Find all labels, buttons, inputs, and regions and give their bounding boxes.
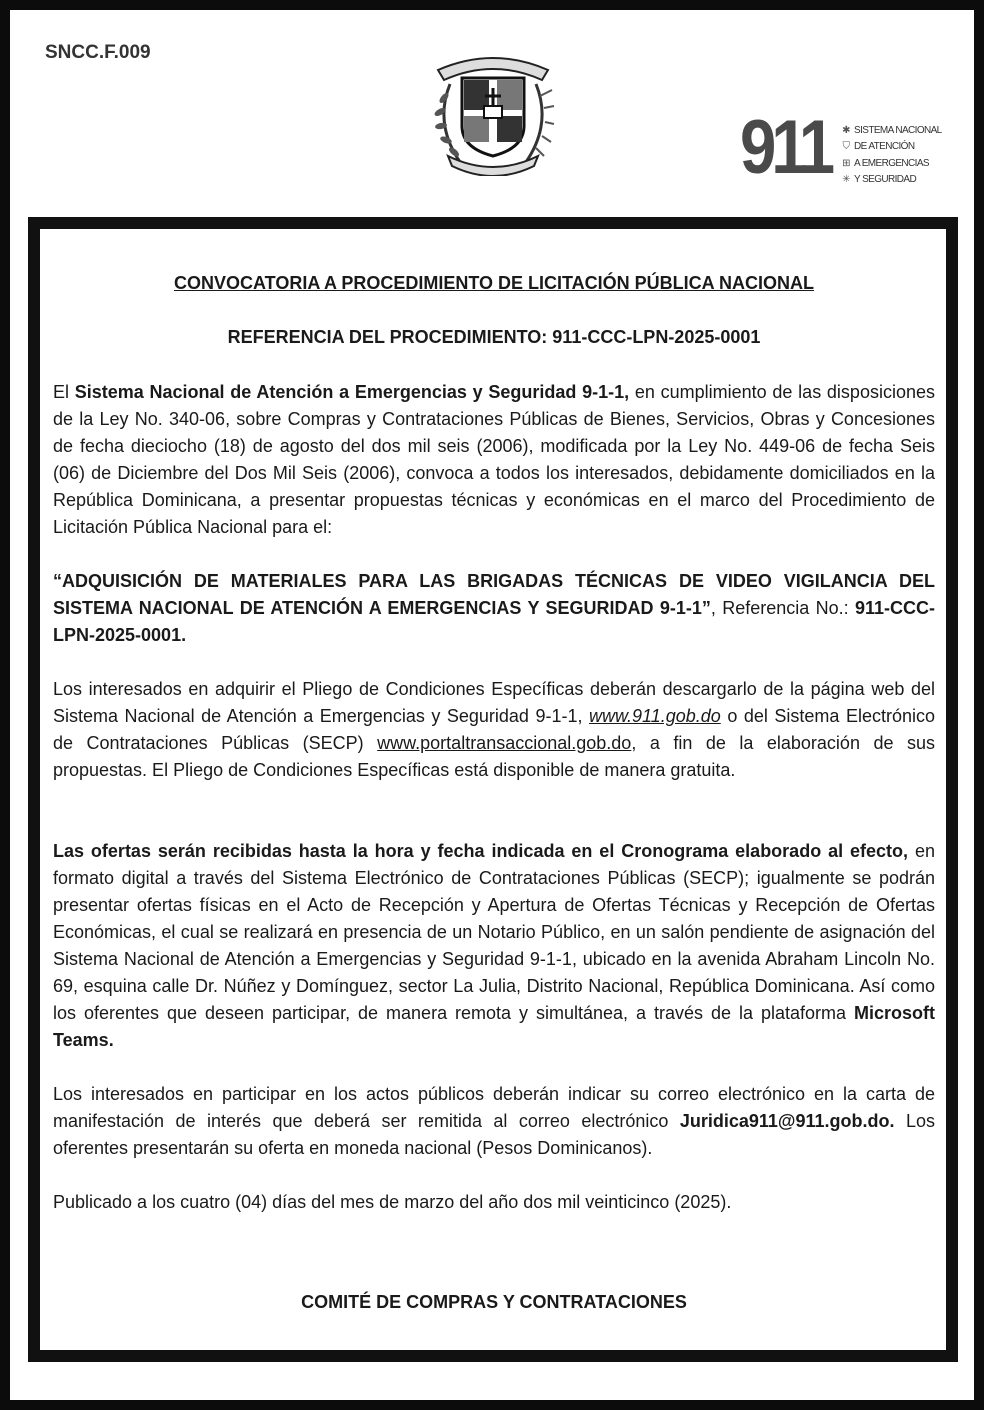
logo-line — [840, 172, 950, 189]
logo-line-text: Y SEGURIDAD — [854, 174, 917, 186]
star-of-life-icon: ✳ — [842, 174, 850, 186]
logo-line — [840, 139, 950, 156]
entity-name: Sistema Nacional de Atención a Emergencias y Seguridad 9-1-1, — [74, 382, 630, 402]
link-portal[interactable]: www.portaltransaccional.gob.do — [377, 733, 632, 753]
logo-line — [840, 155, 950, 172]
download-text-1: Los interesados en adquirir el Pliego de Condiciones Específicas deberán descargarlo de la página web del Sistema Nacional de Atención a Emergencias y Seguridad 9-1-1, — [53, 679, 935, 726]
download-text-3: , a fin de la elaboración de sus propuestas. El Pliego de Condiciones Específicas está disponible de manera gratuita. — [53, 733, 935, 780]
logo-line-text: DE ATENCIÓN — [854, 141, 915, 153]
contact-email[interactable]: Juridica911@911.gob.do. — [679, 1111, 895, 1131]
form-code: SNCC.F.009 — [45, 42, 151, 63]
paragraph-email — [53, 1081, 935, 1162]
intro-lead: El — [53, 382, 75, 402]
shield-icon: ⛉ — [842, 141, 850, 153]
signature: COMITÉ DE COMPRAS Y CONTRATACIONES — [301, 1292, 687, 1312]
procedure-reference: REFERENCIA DEL PROCEDIMIENTO: 911-CCC-LPN-2025-0001 — [227, 327, 761, 347]
paragraph-published: Publicado a los cuatro (04) días del mes de marzo del año dos mil veinticinco (2025). — [53, 1192, 732, 1212]
reference-value: 911-CCC-LPN-2025-0001. — [53, 598, 936, 645]
paragraph-intro — [53, 379, 935, 541]
logo-digits: 911 — [740, 105, 830, 190]
email-text-1: Los interesados en participar en los actos públicos deberán indicar su correo electrónico en la carta de manifestación de interés que deberá ser remitida al correo electrónico — [53, 1084, 935, 1131]
paragraph-offers — [53, 838, 935, 1054]
offers-rest: en formato digital a través del Sistema Electrónico de Contrataciones Públicas (SECP); igualmente se podrán presentar ofertas físicas en el Acto de Recepción y Apertura de Ofertas Técnicas y Recepción de Ofertas Económicas, el cual se realizará en presencia de un Notario Público, en un salón pendiente de asignación del Sistema Nacional de Atención a Emergencias y Seguridad 9-1-1, ubicado en la avenida Abraham Lincoln No. 69, esquina calle Dr. Núñez y Domínguez, sector La Julia, Distrito Nacional, República Dominicana. Así como los oferentes que deseen participar, de manera remota y simultánea, a través de la plataforma — [53, 841, 936, 1023]
link-911[interactable]: www.911.gob.do — [589, 706, 721, 726]
logo-line — [840, 122, 950, 139]
paragraph-download — [53, 676, 935, 784]
reference-label: , Referencia No.: — [710, 598, 855, 618]
email-text-2: Los oferentes presentarán su oferta en moneda nacional (Pesos Dominicanos). — [53, 1111, 935, 1158]
download-text-2: o del Sistema Electrónico de Contrataciones Públicas (SECP) — [53, 706, 935, 753]
ambulance-icon: ⊞ — [842, 157, 850, 169]
logo-911-icon — [740, 105, 950, 190]
procurement-object: “ADQUISICIÓN DE MATERIALES PARA LAS BRIGADAS TÉCNICAS DE VIDEO VIGILANCIA DEL SISTEMA NACIONAL DE ATENCIÓN A EMERGENCIAS Y SEGURIDAD 9-1-1” — [53, 571, 935, 618]
notice-box — [28, 217, 958, 1362]
page-title: CONVOCATORIA A PROCEDIMIENTO DE LICITACIÓN PÚBLICA NACIONAL — [173, 273, 814, 293]
gear-icon: ✱ — [842, 124, 850, 136]
logo-line-text: A EMERGENCIAS — [854, 157, 929, 169]
intro-rest: en cumplimiento de las disposiciones de la Ley No. 340-06, sobre Compras y Contrataciones Públicas de Bienes, Servicios, Obras y Concesiones de fecha dieciocho (18) de agosto del dos mil seis (2006), modificada por la Ley No. 449-06 de fecha Seis (06) de Diciembre del Dos Mil Seis (2006), convoca a todos los interesados, debidamente domiciliados en la República Dominicana, a presentar propuestas técnicas y económicas en el marco del Procedimiento de Licitación Pública Nacional para el: — [53, 382, 935, 537]
logo-text — [840, 122, 950, 188]
offers-lead: Las ofertas serán recibidas hasta la hora y fecha indicada en el Cronograma elaborado al efecto, — [53, 841, 909, 861]
logo-line-text: SISTEMA NACIONAL — [854, 124, 942, 136]
platform-name: Microsoft Teams. — [53, 1003, 935, 1050]
paragraph-object — [53, 568, 935, 649]
dominican-coat-of-arms-icon — [430, 44, 556, 176]
